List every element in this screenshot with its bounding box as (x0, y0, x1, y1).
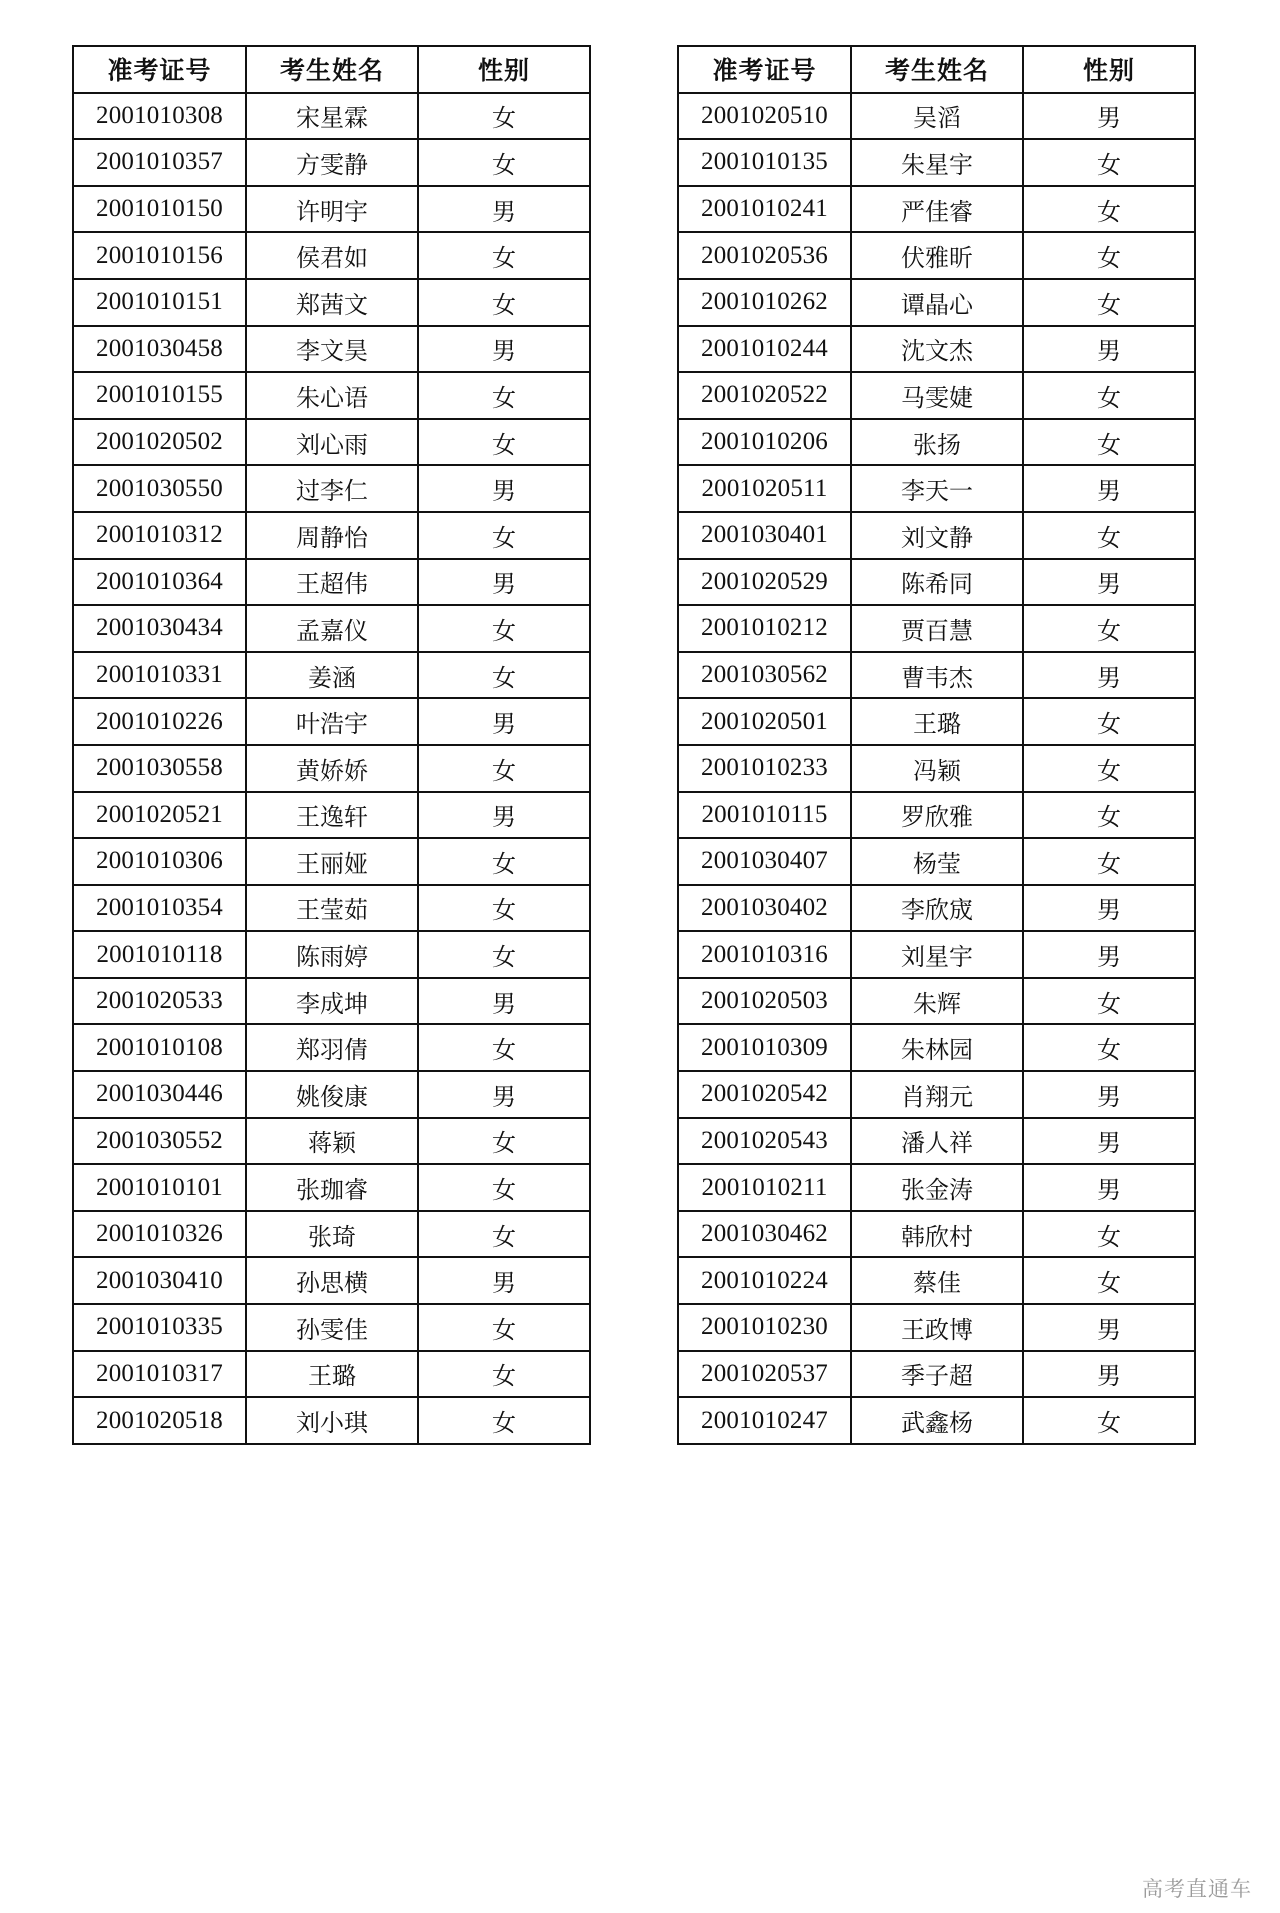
table-row (678, 419, 1195, 466)
exam-id-cell: 2001010335 (73, 1304, 246, 1351)
gender-cell: 女 (418, 232, 590, 279)
exam-id-cell: 2001020521 (73, 792, 246, 839)
student-name-cell: 刘小琪 (246, 1397, 418, 1444)
table-row (73, 93, 590, 140)
student-name-cell: 朱星宇 (851, 139, 1023, 186)
table-row (678, 372, 1195, 419)
student-name-cell: 孙思横 (246, 1257, 418, 1304)
student-name-cell: 朱心语 (246, 372, 418, 419)
gender-cell: 男 (418, 465, 590, 512)
table-row (73, 1071, 590, 1118)
student-name-cell: 陈雨婷 (246, 931, 418, 978)
exam-id-cell: 2001010150 (73, 186, 246, 233)
table-row (678, 1118, 1195, 1165)
table-row (73, 1397, 590, 1444)
exam-id-cell: 2001010241 (678, 186, 851, 233)
table-row (73, 232, 590, 279)
student-name-cell: 王莹茹 (246, 885, 418, 932)
exam-id-cell: 2001010316 (678, 931, 851, 978)
table-row (73, 186, 590, 233)
header-student-name: 考生姓名 (851, 46, 1023, 93)
exam-id-cell: 2001010118 (73, 931, 246, 978)
student-name-cell: 肖翔元 (851, 1071, 1023, 1118)
header-exam-id: 准考证号 (73, 46, 246, 93)
student-name-cell: 张金涛 (851, 1164, 1023, 1211)
gender-cell: 女 (1023, 279, 1195, 326)
exam-id-cell: 2001010262 (678, 279, 851, 326)
table-row (73, 978, 590, 1025)
table-row (678, 792, 1195, 839)
exam-id-cell: 2001030402 (678, 885, 851, 932)
header-student-name: 考生姓名 (246, 46, 418, 93)
table-row (73, 1164, 590, 1211)
exam-id-cell: 2001030562 (678, 652, 851, 699)
gender-cell: 女 (418, 419, 590, 466)
student-name-cell: 罗欣雅 (851, 792, 1023, 839)
exam-id-cell: 2001020533 (73, 978, 246, 1025)
roster-body-right (678, 93, 1195, 1444)
table-row (73, 652, 590, 699)
table-row (678, 279, 1195, 326)
gender-cell: 女 (1023, 419, 1195, 466)
student-name-cell: 李欣宬 (851, 885, 1023, 932)
student-name-cell: 孟嘉仪 (246, 605, 418, 652)
table-row (678, 978, 1195, 1025)
exam-id-cell: 2001010108 (73, 1024, 246, 1071)
table-row (678, 1071, 1195, 1118)
gender-cell: 女 (418, 1024, 590, 1071)
table-row (678, 232, 1195, 279)
exam-id-cell: 2001010364 (73, 559, 246, 606)
table-row (678, 465, 1195, 512)
exam-id-cell: 2001020543 (678, 1118, 851, 1165)
gender-cell: 男 (418, 978, 590, 1025)
table-row (73, 1351, 590, 1398)
table-row (73, 139, 590, 186)
exam-id-cell: 2001020501 (678, 698, 851, 745)
exam-id-cell: 2001010331 (73, 652, 246, 699)
exam-id-cell: 2001010151 (73, 279, 246, 326)
exam-id-cell: 2001010156 (73, 232, 246, 279)
exam-id-cell: 2001010155 (73, 372, 246, 419)
table-row (678, 698, 1195, 745)
gender-cell: 男 (1023, 93, 1195, 140)
table-row (678, 559, 1195, 606)
gender-cell: 男 (418, 792, 590, 839)
gender-cell: 女 (418, 1211, 590, 1258)
student-name-cell: 王璐 (851, 698, 1023, 745)
student-name-cell: 王政博 (851, 1304, 1023, 1351)
gender-cell: 男 (418, 559, 590, 606)
exam-id-cell: 2001010247 (678, 1397, 851, 1444)
table-row (678, 512, 1195, 559)
exam-id-cell: 2001020518 (73, 1397, 246, 1444)
roster-table-left (72, 45, 591, 1445)
table-row (678, 1397, 1195, 1444)
exam-id-cell: 2001020537 (678, 1351, 851, 1398)
gender-cell: 女 (418, 93, 590, 140)
exam-id-cell: 2001010317 (73, 1351, 246, 1398)
student-name-cell: 黄娇娇 (246, 745, 418, 792)
student-name-cell: 季子超 (851, 1351, 1023, 1398)
gender-cell: 女 (1023, 1211, 1195, 1258)
exam-id-cell: 2001030550 (73, 465, 246, 512)
gender-cell: 女 (1023, 512, 1195, 559)
student-name-cell: 沈文杰 (851, 326, 1023, 373)
student-name-cell: 刘星宇 (851, 931, 1023, 978)
student-name-cell: 张琦 (246, 1211, 418, 1258)
exam-id-cell: 2001010306 (73, 838, 246, 885)
roster-table-right (677, 45, 1196, 1445)
exam-id-cell: 2001030458 (73, 326, 246, 373)
table-row (678, 745, 1195, 792)
student-name-cell: 吴滔 (851, 93, 1023, 140)
student-name-cell: 严佳睿 (851, 186, 1023, 233)
gender-cell: 女 (418, 512, 590, 559)
student-name-cell: 姚俊康 (246, 1071, 418, 1118)
gender-cell: 女 (1023, 1024, 1195, 1071)
student-name-cell: 杨莹 (851, 838, 1023, 885)
table-row (678, 931, 1195, 978)
table-row (678, 1257, 1195, 1304)
student-name-cell: 宋星霖 (246, 93, 418, 140)
student-name-cell: 贾百慧 (851, 605, 1023, 652)
gender-cell: 男 (418, 1257, 590, 1304)
table-row (678, 1024, 1195, 1071)
student-name-cell: 伏雅昕 (851, 232, 1023, 279)
table-row (678, 1211, 1195, 1258)
gender-cell: 女 (418, 1118, 590, 1165)
student-name-cell: 王超伟 (246, 559, 418, 606)
gender-cell: 女 (418, 1397, 590, 1444)
exam-id-cell: 2001010206 (678, 419, 851, 466)
table-row (678, 186, 1195, 233)
student-name-cell: 张珈睿 (246, 1164, 418, 1211)
gender-cell: 男 (418, 326, 590, 373)
gender-cell: 女 (1023, 232, 1195, 279)
exam-id-cell: 2001010224 (678, 1257, 851, 1304)
exam-id-cell: 2001010308 (73, 93, 246, 140)
exam-id-cell: 2001020503 (678, 978, 851, 1025)
exam-id-cell: 2001030434 (73, 605, 246, 652)
student-name-cell: 李成坤 (246, 978, 418, 1025)
student-name-cell: 潘人祥 (851, 1118, 1023, 1165)
gender-cell: 女 (1023, 605, 1195, 652)
gender-cell: 女 (418, 652, 590, 699)
gender-cell: 女 (1023, 745, 1195, 792)
gender-cell: 男 (1023, 1304, 1195, 1351)
gender-cell: 女 (418, 1351, 590, 1398)
header-row (73, 46, 590, 93)
gender-cell: 女 (1023, 838, 1195, 885)
gender-cell: 女 (1023, 978, 1195, 1025)
roster-body-left (73, 93, 590, 1444)
gender-cell: 女 (1023, 1257, 1195, 1304)
table-row (73, 698, 590, 745)
exam-id-cell: 2001030401 (678, 512, 851, 559)
exam-id-cell: 2001030410 (73, 1257, 246, 1304)
watermark-text: 高考直通车 (1142, 1877, 1252, 1901)
student-name-cell: 刘心雨 (246, 419, 418, 466)
student-name-cell: 曹韦杰 (851, 652, 1023, 699)
gender-cell: 女 (418, 745, 590, 792)
student-name-cell: 谭晶心 (851, 279, 1023, 326)
exam-id-cell: 2001020522 (678, 372, 851, 419)
exam-id-cell: 2001030558 (73, 745, 246, 792)
table-row (678, 1304, 1195, 1351)
gender-cell: 男 (1023, 326, 1195, 373)
table-row (73, 1211, 590, 1258)
header-row (678, 46, 1195, 93)
student-name-cell: 许明宇 (246, 186, 418, 233)
gender-cell: 男 (1023, 1118, 1195, 1165)
gender-cell: 男 (1023, 465, 1195, 512)
table-row (73, 1118, 590, 1165)
table-row (73, 279, 590, 326)
gender-cell: 男 (1023, 885, 1195, 932)
gender-cell: 女 (418, 838, 590, 885)
gender-cell: 女 (418, 1164, 590, 1211)
gender-cell: 女 (418, 139, 590, 186)
gender-cell: 女 (1023, 792, 1195, 839)
table-row (678, 838, 1195, 885)
exam-id-cell: 2001020536 (678, 232, 851, 279)
gender-cell: 女 (418, 279, 590, 326)
student-name-cell: 朱辉 (851, 978, 1023, 1025)
table-row (678, 652, 1195, 699)
exam-id-cell: 2001020510 (678, 93, 851, 140)
student-name-cell: 姜涵 (246, 652, 418, 699)
student-name-cell: 王丽娅 (246, 838, 418, 885)
exam-id-cell: 2001010233 (678, 745, 851, 792)
exam-id-cell: 2001010135 (678, 139, 851, 186)
student-name-cell: 张扬 (851, 419, 1023, 466)
exam-id-cell: 2001010212 (678, 605, 851, 652)
exam-id-cell: 2001010312 (73, 512, 246, 559)
exam-id-cell: 2001030552 (73, 1118, 246, 1165)
student-name-cell: 王逸轩 (246, 792, 418, 839)
student-name-cell: 周静怡 (246, 512, 418, 559)
table-row (678, 326, 1195, 373)
table-row (73, 465, 590, 512)
gender-cell: 男 (1023, 1071, 1195, 1118)
exam-id-cell: 2001020511 (678, 465, 851, 512)
exam-id-cell: 2001010326 (73, 1211, 246, 1258)
table-row (73, 885, 590, 932)
gender-cell: 女 (418, 885, 590, 932)
table-row (73, 792, 590, 839)
table-row (678, 1351, 1195, 1398)
table-row (73, 838, 590, 885)
gender-cell: 男 (418, 186, 590, 233)
student-name-cell: 李文昊 (246, 326, 418, 373)
table-row (73, 419, 590, 466)
student-name-cell: 郑羽倩 (246, 1024, 418, 1071)
gender-cell: 男 (1023, 1164, 1195, 1211)
table-row (678, 1164, 1195, 1211)
table-row (73, 1257, 590, 1304)
student-name-cell: 过李仁 (246, 465, 418, 512)
student-name-cell: 叶浩宇 (246, 698, 418, 745)
exam-id-cell: 2001010211 (678, 1164, 851, 1211)
exam-id-cell: 2001020529 (678, 559, 851, 606)
table-row (73, 1304, 590, 1351)
gender-cell: 女 (1023, 186, 1195, 233)
student-name-cell: 李天一 (851, 465, 1023, 512)
student-name-cell: 武鑫杨 (851, 1397, 1023, 1444)
table-row (73, 326, 590, 373)
header-exam-id: 准考证号 (678, 46, 851, 93)
exam-id-cell: 2001010244 (678, 326, 851, 373)
exam-id-cell: 2001010357 (73, 139, 246, 186)
exam-id-cell: 2001030446 (73, 1071, 246, 1118)
exam-id-cell: 2001030407 (678, 838, 851, 885)
table-row (678, 93, 1195, 140)
exam-id-cell: 2001010226 (73, 698, 246, 745)
table-row (678, 139, 1195, 186)
gender-cell: 男 (418, 1071, 590, 1118)
gender-cell: 男 (1023, 559, 1195, 606)
header-gender: 性别 (418, 46, 590, 93)
table-row (73, 512, 590, 559)
gender-cell: 男 (1023, 652, 1195, 699)
table-row (73, 372, 590, 419)
header-gender: 性别 (1023, 46, 1195, 93)
gender-cell: 女 (418, 605, 590, 652)
gender-cell: 男 (418, 698, 590, 745)
exam-id-cell: 2001010115 (678, 792, 851, 839)
student-name-cell: 冯颖 (851, 745, 1023, 792)
student-name-cell: 朱林园 (851, 1024, 1023, 1071)
gender-cell: 男 (1023, 931, 1195, 978)
gender-cell: 女 (418, 931, 590, 978)
exam-id-cell: 2001020542 (678, 1071, 851, 1118)
table-row (678, 605, 1195, 652)
gender-cell: 女 (1023, 1397, 1195, 1444)
exam-id-cell: 2001020502 (73, 419, 246, 466)
gender-cell: 女 (418, 1304, 590, 1351)
student-name-cell: 侯君如 (246, 232, 418, 279)
exam-id-cell: 2001010230 (678, 1304, 851, 1351)
student-name-cell: 蒋颖 (246, 1118, 418, 1165)
gender-cell: 女 (1023, 139, 1195, 186)
student-name-cell: 韩欣村 (851, 1211, 1023, 1258)
table-row (678, 885, 1195, 932)
table-row (73, 745, 590, 792)
student-name-cell: 孙雯佳 (246, 1304, 418, 1351)
student-name-cell: 方雯静 (246, 139, 418, 186)
gender-cell: 男 (1023, 1351, 1195, 1398)
table-row (73, 931, 590, 978)
student-name-cell: 郑茜文 (246, 279, 418, 326)
gender-cell: 女 (1023, 698, 1195, 745)
gender-cell: 女 (418, 372, 590, 419)
student-name-cell: 王璐 (246, 1351, 418, 1398)
exam-id-cell: 2001030462 (678, 1211, 851, 1258)
exam-id-cell: 2001010354 (73, 885, 246, 932)
table-row (73, 605, 590, 652)
table-row (73, 1024, 590, 1071)
gender-cell: 女 (1023, 372, 1195, 419)
student-name-cell: 蔡佳 (851, 1257, 1023, 1304)
student-name-cell: 马雯婕 (851, 372, 1023, 419)
student-name-cell: 陈希同 (851, 559, 1023, 606)
student-name-cell: 刘文静 (851, 512, 1023, 559)
exam-id-cell: 2001010309 (678, 1024, 851, 1071)
exam-id-cell: 2001010101 (73, 1164, 246, 1211)
table-row (73, 559, 590, 606)
